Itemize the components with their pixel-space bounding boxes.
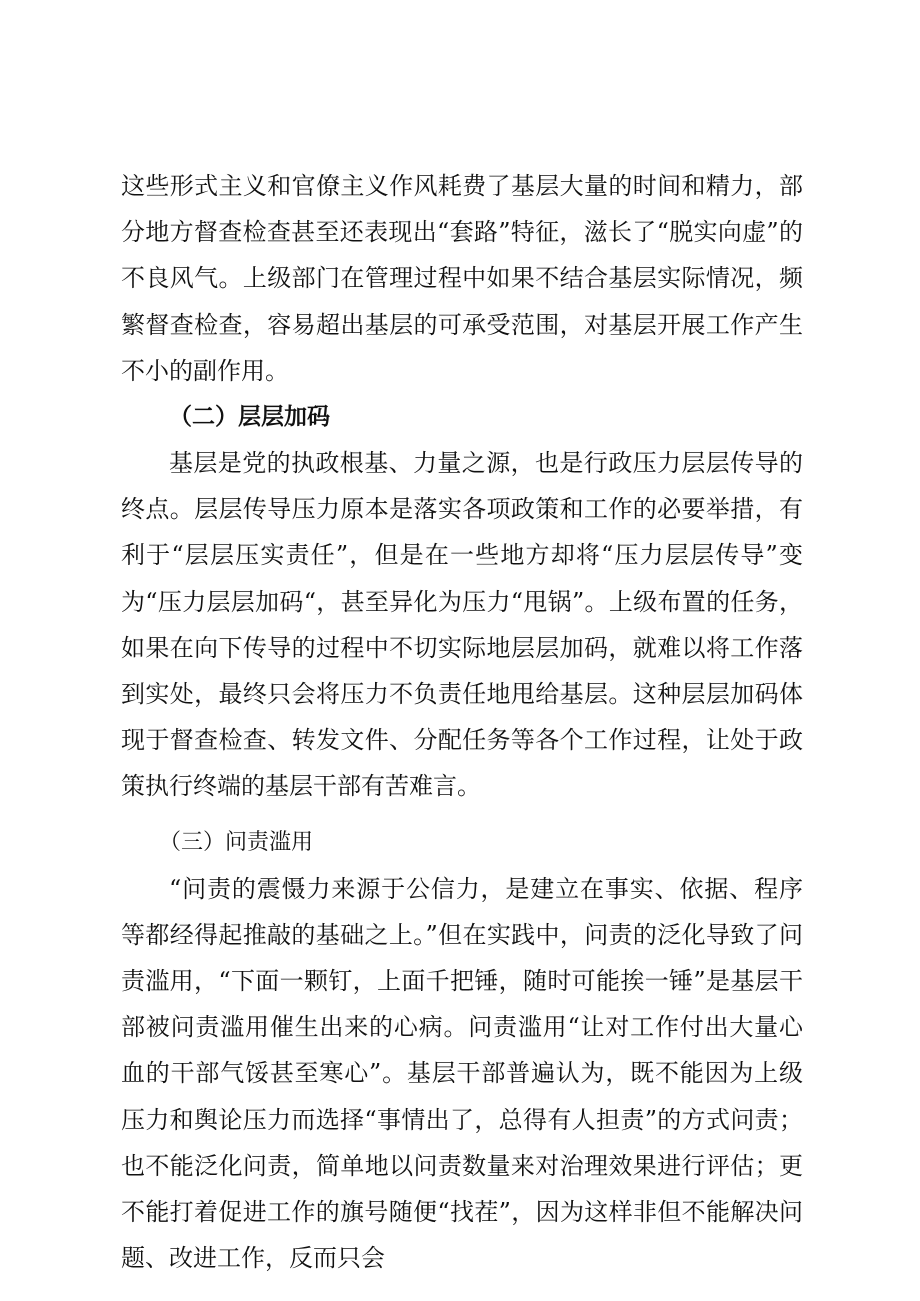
paragraph-section-3: “问责的震慑力来源于公信力，是建立在事实、依据、程序等都经得起推敲的基础之上。”但在实践中，问责的泛化导致了问责滥用，“下面一颗钉，上面千把锤，随时可能挨一锤”是基层干部被问责滥用催生出来的心病。问责滥用“让对工作付出大量心血的干部气馁甚至寒心”。基层干部普遍认为，既不能因为上级压力和舆论压力而选择“事情出了，总得有人担责”的方式问责；也不能泛化问责，简单地以问责数量来对治理效果进行评估；更不能打着促进工作的旗号随便“找茬”，因为这样非但不能解决问题、改进工作，反而只会 bbox=[121, 874, 803, 1273]
paragraph-section-2: 基层是党的执政根基、力量之源，也是行政压力层层传导的终点。层层传导压力原本是落实各项政策和工作的必要举措，有利于“层层压实责任”，但是在一些地方却将“压力层层传导”变为“压力层层加码“，甚至异化为压力“甩锅”。上级布置的任务，如果在向下传导的过程中不切实际地层层加码，就难以将工作落到实处，最终只会将压力不负责任地甩给基层。这种层层加码体现于督查检查、转发文件、分配任务等各个工作过程，让处于政策执行终端的基层干部有苦难言。 bbox=[121, 449, 803, 801]
document-body bbox=[121, 163, 803, 1281]
section-heading-2: （二）层层加码 bbox=[169, 404, 330, 431]
section-heading-3: （三）问责滥用 bbox=[159, 829, 314, 855]
paragraph-continuation: 这些形式主义和官僚主义作风耗费了基层大量的时间和精力，部分地方督查检查甚至还表现出“套路”特征，滋长了“脱实向虚”的不良风气。上级部门在管理过程中如果不结合基层实际情况，频繁督查检查，容易超出基层的可承受范围，对基层开展工作产生不小的副作用。 bbox=[121, 172, 803, 385]
